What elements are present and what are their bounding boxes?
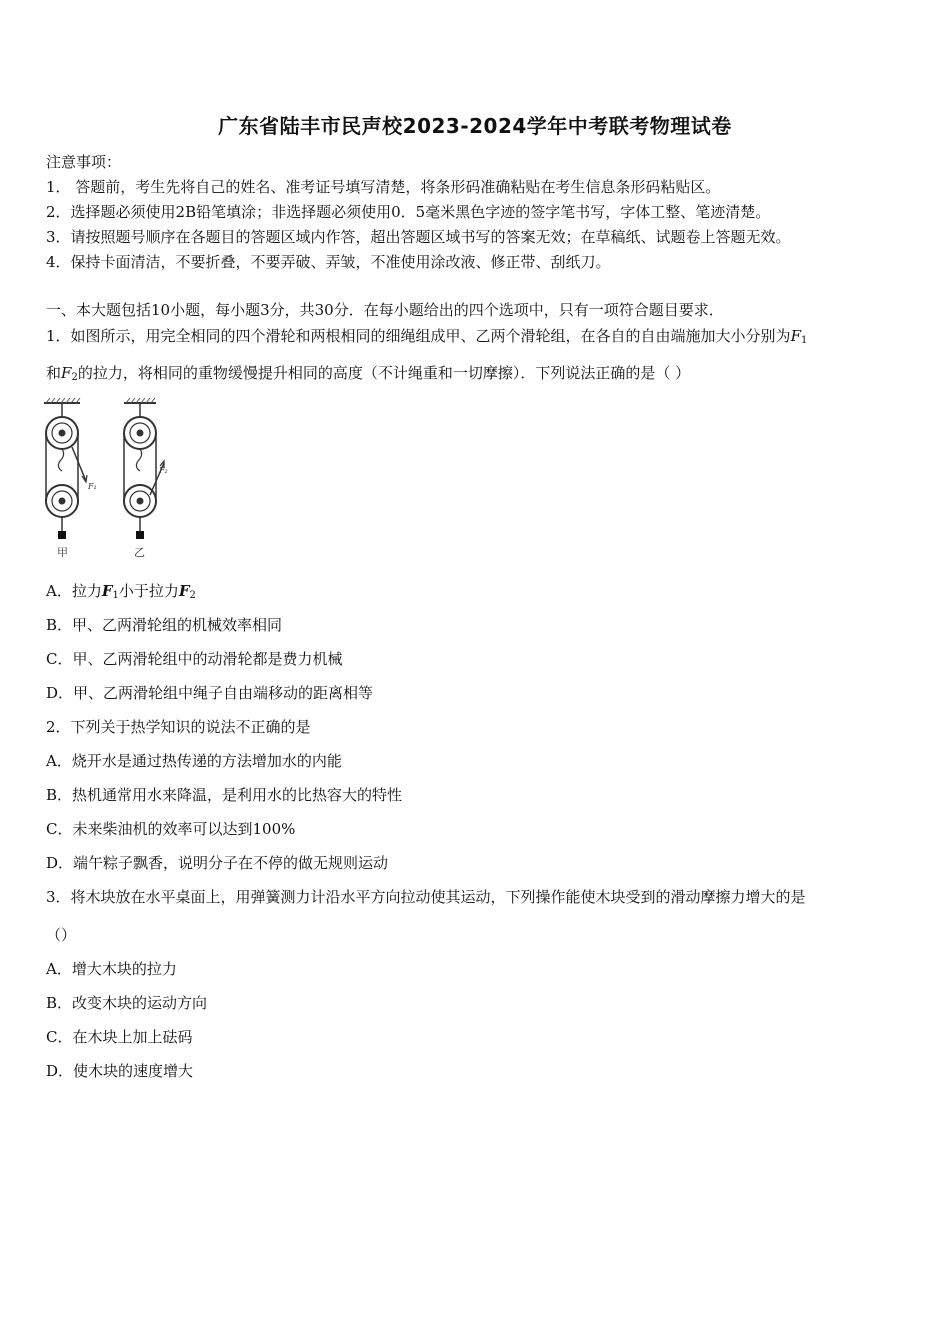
ceiling-yi-icon — [124, 398, 156, 403]
ceiling-jia-icon — [44, 398, 80, 403]
q3-stem-line2: （） — [46, 926, 77, 944]
q1-opt-a-pre: A．拉力 — [46, 582, 102, 600]
q1-option-b: B．甲、乙两滑轮组的机械效率相同 — [46, 616, 283, 634]
q1-option-d: D．甲、乙两滑轮组中绳子自由端移动的距离相等 — [46, 684, 374, 702]
q1-stem-b-start: 和 — [46, 364, 62, 382]
f1-subscript: 1 — [800, 335, 808, 346]
f2-figure-label: F₂ — [159, 466, 168, 475]
q3-option-d: D．使木块的速度增大 — [46, 1062, 194, 1080]
q1-opt-a-f1: F — [101, 582, 113, 600]
pulley-system-yi — [124, 403, 164, 539]
q1-opt-a-f2-sub: 2 — [189, 590, 196, 601]
notice-item-2: 2．选择题必须使用2B铅笔填涂；非选择题必须使用0．5毫米黑色字迹的签字笔书写，字体工整、笔迹清楚。 — [46, 203, 771, 221]
q1-opt-a-f1-sub: 1 — [112, 590, 119, 601]
label-jia: 甲 — [57, 546, 68, 559]
q2-option-b: B．热机通常用水来降温，是利用水的比热容大的特性 — [46, 786, 403, 804]
notice-item-4: 4．保持卡面清洁，不要折叠，不要弄破、弄皱，不准使用涂改液、修正带、刮纸刀。 — [46, 253, 611, 271]
section-heading: 一、本大题包括10小题，每小题3分，共30分．在每小题给出的四个选项中，只有一项符合题目要求． — [46, 301, 724, 319]
notice-item-1: 1． 答题前，考生先将自己的姓名、准考证号填写清楚，将条形码准确粘贴在考生信息条形码粘贴区。 — [46, 178, 721, 196]
notice-heading: 注意事项： — [46, 153, 122, 171]
notice-item-3: 3．请按照题号顺序在各题目的答题区域内作答，超出答题区域书写的答案无效；在草稿纸、试题卷上答题无效。 — [46, 228, 791, 246]
q3-stem-line1: 3．将木块放在水平桌面上，用弹簧测力计沿水平方向拉动使其运动，下列操作能使木块受到的滑动摩擦力增大的是 — [46, 888, 806, 906]
q1-stem-b: 的拉力，将相同的重物缓慢提升相同的高度（不计绳重和一切摩擦）．下列说法正确的是（ ） — [77, 364, 691, 382]
q3-option-b: B．改变木块的运动方向 — [46, 994, 208, 1012]
q1-stem-line1 — [46, 325, 807, 352]
q2-option-d: D．端午粽子飘香，说明分子在不停的做无规则运动 — [46, 854, 389, 872]
q3-option-c: C．在木块上加上砝码 — [46, 1028, 193, 1046]
f1-symbol: F — [790, 327, 801, 345]
q3-option-a: A．增大木块的拉力 — [46, 960, 177, 978]
f2-subscript: 2 — [71, 372, 78, 383]
q2-option-a: A．烧开水是通过热传递的方法增加水的内能 — [46, 752, 342, 770]
q1-option-a — [46, 580, 196, 607]
pulley-system-jia — [46, 403, 87, 539]
q2-option-c: C．未来柴油机的效率可以达到100% — [46, 820, 296, 838]
q1-stem-a: 1．如图所示，用完全相同的四个滑轮和两根相同的细绳组成甲、乙两个滑轮组，在各自的自由端施加大小分别为 — [46, 327, 791, 345]
q2-stem: 2．下列关于热学知识的说法不正确的是 — [46, 718, 311, 736]
q1-option-c: C．甲、乙两滑轮组中的动滑轮都是费力机械 — [46, 650, 343, 668]
f2-symbol: F — [61, 364, 72, 382]
q1-opt-a-mid: 小于拉力 — [118, 582, 179, 600]
page-title: 广东省陆丰市民声校2023-2024学年中考联考物理试卷 — [218, 114, 732, 138]
pulley-figure — [38, 395, 173, 565]
q1-opt-a-f2: F — [178, 582, 190, 600]
q1-stem-line2 — [46, 362, 690, 389]
label-yi: 乙 — [134, 546, 145, 559]
f1-figure-label: F₁ — [88, 482, 97, 491]
